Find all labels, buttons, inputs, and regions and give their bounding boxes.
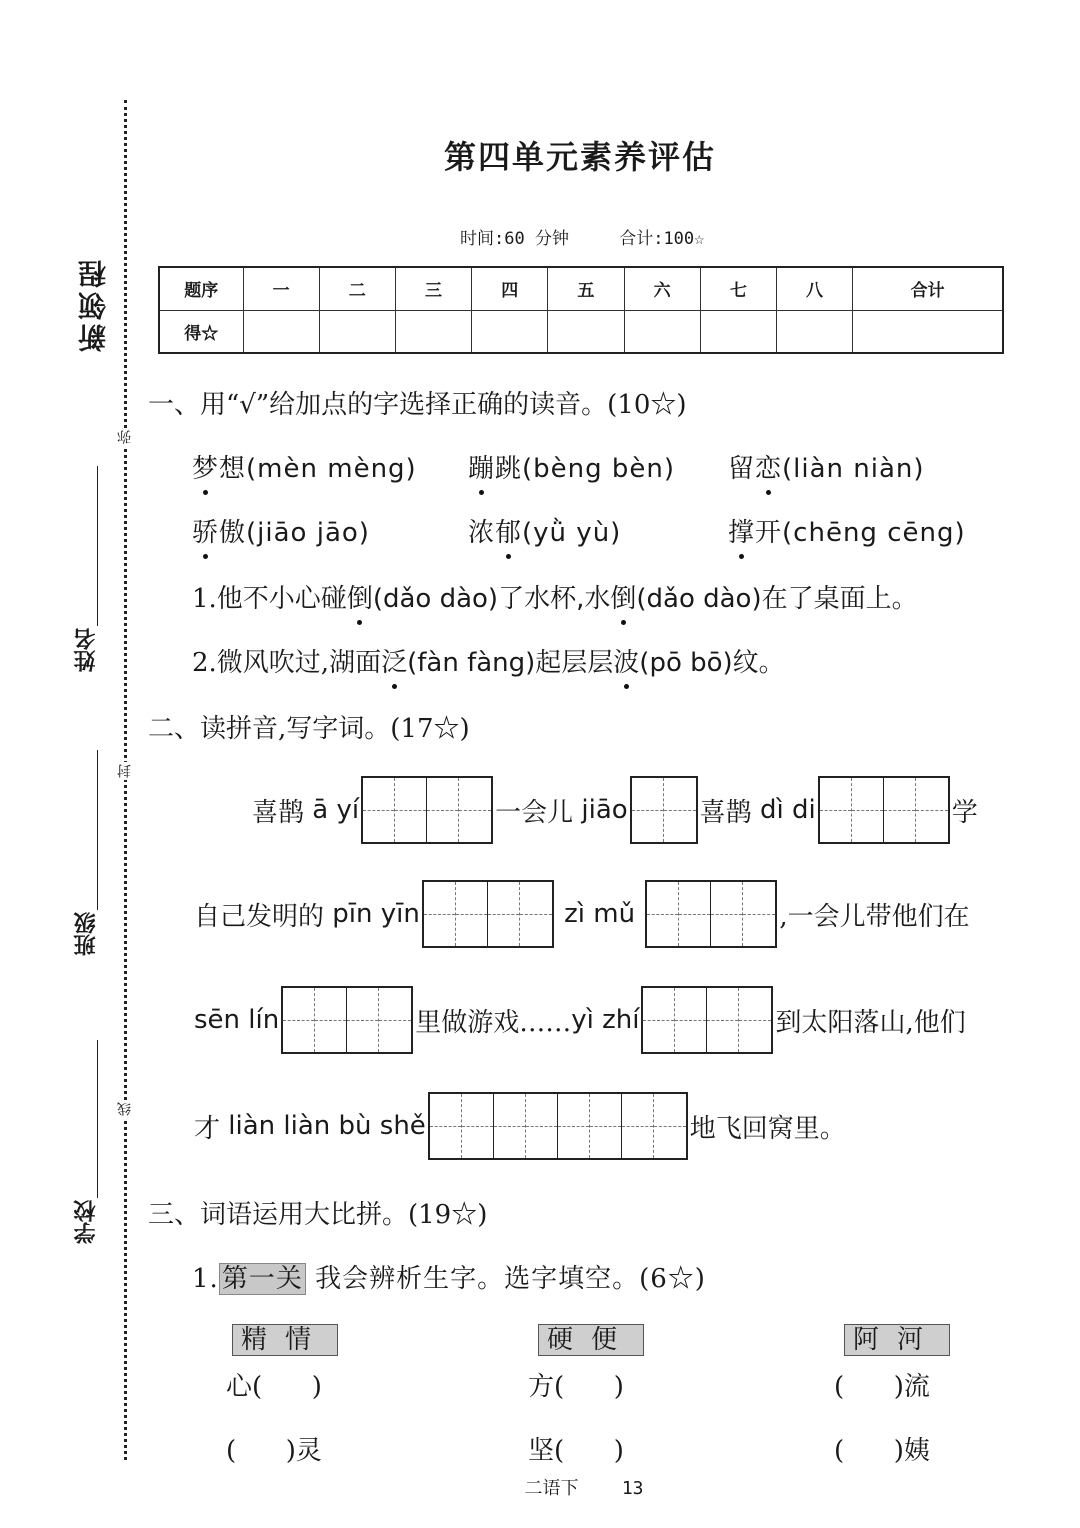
pinyin-write-row-1: 喜鹊 ā yí 一会儿 jiāo 喜鹊 dì di 学 [252, 776, 978, 844]
page-title: 第四单元素养评估 [443, 138, 716, 176]
name-label: 姓名 [73, 628, 99, 672]
section2-heading: 二、读拼音,写字词。(17☆) [148, 714, 470, 744]
score-table-col: 四 [472, 267, 548, 310]
choice-box: 硬便 [538, 1324, 644, 1356]
pinyin-item: 撑开(chēng cēng) [728, 512, 966, 549]
pinyin-write-row-2: 自己发明的 pīn yīn zì mǔ ,一会儿带他们在 [194, 880, 970, 948]
score-cell[interactable] [548, 310, 624, 353]
writing-grid-2[interactable] [645, 880, 777, 948]
score-cell[interactable] [243, 310, 319, 353]
subsection-1: 1. 第一关 我会辨析生字。选字填空。(6☆) [192, 1264, 706, 1294]
page-number: 13 [621, 1478, 644, 1499]
score-cell[interactable] [319, 310, 395, 353]
score-table-col: 五 [548, 267, 624, 310]
choice-box: 精情 [232, 1324, 338, 1356]
level-tag: 第一关 [219, 1263, 306, 1295]
score-cell[interactable] [776, 310, 852, 353]
writing-grid-2[interactable] [641, 986, 773, 1054]
brand-logo-text: 新领程 [77, 256, 110, 352]
writing-grid-1[interactable] [630, 776, 698, 844]
cut-label-mi: 弥 [117, 430, 133, 444]
section1-heading: 一、用“√”给加点的字选择正确的读音。(10☆) [148, 390, 687, 420]
class-label: 班级 [73, 912, 99, 956]
score-table-score-label: 得☆ [159, 310, 243, 353]
name-field-line[interactable] [97, 466, 98, 626]
fill-blank[interactable]: ( )姨 [834, 1436, 930, 1466]
writing-grid-2[interactable] [818, 776, 950, 844]
score-table-header-row [159, 267, 1003, 310]
score-table-score-row [159, 310, 1003, 353]
score-table-col: 三 [395, 267, 471, 310]
choice-box: 阿河 [844, 1324, 950, 1356]
writing-grid-4[interactable] [428, 1092, 688, 1160]
pinyin-item: 骄傲(jiāo jāo) [192, 512, 370, 549]
cut-label-feng: 封 [117, 764, 133, 778]
cut-label-xian: 线 [117, 1102, 133, 1116]
fill-blank[interactable]: ( )流 [834, 1372, 930, 1402]
pinyin-write-row-3: sēn lín 里做游戏…… yì zhí 到太阳落山,他们 [194, 986, 966, 1054]
sentence-1: 1.他不小心碰倒(dǎo dào)了水杯,水倒(dǎo dào)在了桌面上。 [192, 578, 918, 615]
fill-blank[interactable]: 方( ) [528, 1372, 624, 1402]
score-table-col: 合计 [853, 267, 1003, 310]
fill-blank[interactable]: 心( ) [226, 1372, 322, 1402]
score-cell[interactable] [472, 310, 548, 353]
class-field-line[interactable] [97, 750, 98, 910]
score-table-header-label: 题序 [159, 267, 243, 310]
pinyin-write-row-4: 才 liàn liàn bù shě 地飞回窝里。 [194, 1092, 846, 1160]
score-table-col: 七 [700, 267, 776, 310]
pinyin-item: 留恋(liàn niàn) [728, 448, 925, 485]
pinyin-item: 浓郁(yǜ yù) [468, 512, 621, 549]
score-cell[interactable] [700, 310, 776, 353]
sentence-2: 2.微风吹过,湖面泛(fàn fàng)起层层波(pō bō)纹。 [192, 642, 785, 679]
book-name: 二语下 [524, 1478, 579, 1499]
score-cell[interactable] [395, 310, 471, 353]
writing-grid-2[interactable] [422, 880, 554, 948]
score-table [158, 266, 1004, 354]
time-limit: 时间:60 分钟 [460, 229, 569, 249]
fill-blank[interactable]: ( )灵 [226, 1436, 322, 1466]
page-footer [0, 1474, 1080, 1500]
score-table-col: 六 [624, 267, 700, 310]
seal-dotted-line [124, 100, 127, 1460]
section3-heading: 三、词语运用大比拼。(19☆) [148, 1200, 488, 1230]
score-table-col: 八 [776, 267, 852, 310]
school-label: 学校 [73, 1200, 99, 1244]
score-table-col: 二 [319, 267, 395, 310]
exam-meta [460, 224, 744, 249]
writing-grid-2[interactable] [361, 776, 493, 844]
total-score: 合计:100☆ [619, 229, 705, 249]
writing-grid-2[interactable] [281, 986, 413, 1054]
pinyin-item: 蹦跳(bèng bèn) [468, 448, 675, 485]
score-table-col: 一 [243, 267, 319, 310]
school-field-line[interactable] [97, 1040, 98, 1198]
fill-blank[interactable]: 坚( ) [528, 1436, 624, 1466]
pinyin-item: 梦想(mèn mèng) [192, 448, 417, 485]
score-cell[interactable] [853, 310, 1003, 353]
score-cell[interactable] [624, 310, 700, 353]
